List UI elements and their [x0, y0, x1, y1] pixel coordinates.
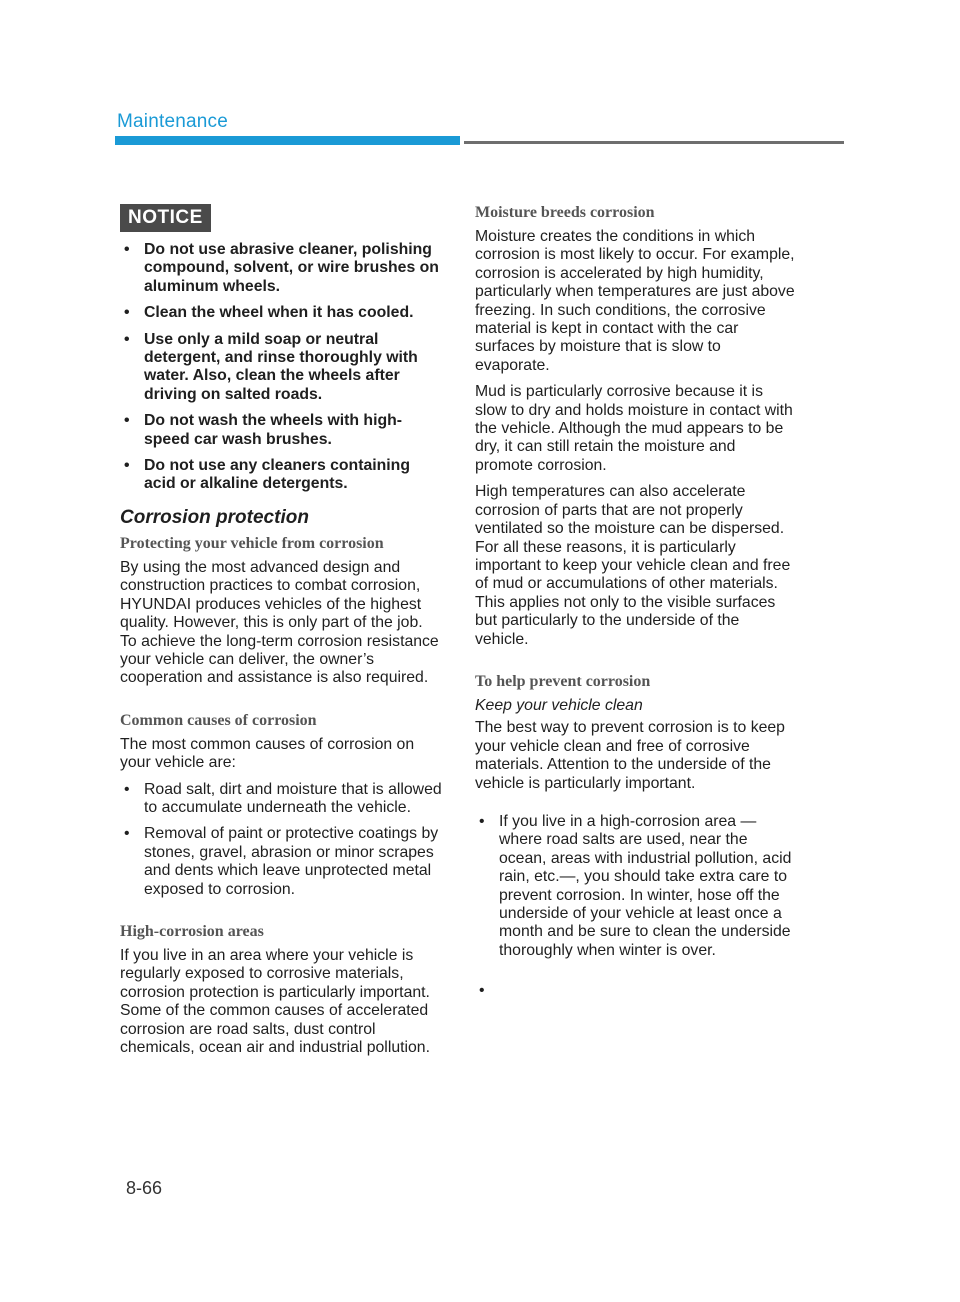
cause-item: • Removal of paint or protective coatings by stones, gravel, abrasion or minor scrapes and dents which leave unprotected metal exposed to corrosion. [120, 825, 442, 899]
notice-item: • Clean the wheel when it has cooled. [120, 304, 442, 322]
common-causes-list [120, 781, 442, 899]
moisture-paragraph: High temperatures can also accelerate corrosion of parts that are not properly ventilated so the moisture can be dispersed. For all these reasons, it is particularly important to keep your vehicle clean and free of mud or accumulations of other materials. This applies not only to the visible surfaces but particularly to the underside of the vehicle. [475, 483, 791, 648]
notice-item: • Do not use any cleaners containing acid or alkaline detergents. [120, 457, 442, 494]
header-section-title: Maintenance [117, 111, 228, 132]
notice-item: • Do not wash the wheels with high-speed car wash brushes. [120, 412, 442, 449]
notice-list [120, 241, 442, 494]
keep-clean-paragraph: The best way to prevent corrosion is to keep your vehicle clean and free of corrosive materials. Attention to the underside of the vehicle is particularly important. [475, 719, 785, 792]
prevent-heading: To help prevent corrosion [475, 672, 651, 690]
keep-clean-subheading: Keep your vehicle clean [475, 696, 643, 714]
common-causes-heading: Common causes of corrosion [120, 711, 317, 729]
high-corrosion-paragraph: If you live in an area where your vehicle is regularly exposed to corrosive materials, corrosion protection is particularly important. Some of the common causes of accelerated corrosion are road salts, dust control chemicals, ocean air and industrial pollution. [120, 946, 430, 1056]
moisture-heading: Moisture breeds corrosion [475, 204, 655, 221]
notice-item: • Use only a mild soap or neutral detergent, and rinse thoroughly with water. Also, clean the wheels after driving on salted roads. [120, 331, 442, 405]
left-column [120, 204, 442, 1065]
common-causes-intro: The most common causes of corrosion on your vehicle are: [120, 735, 415, 772]
protecting-paragraph: By using the most advanced design and construction practices to combat corrosion, HYUNDAI produces vehicles of the highest quality. However, this is only part of the job. To achieve the long-term corrosion resistance your vehicle can deliver, the owner’s cooperation and assistance is also required. [120, 558, 439, 687]
cause-item: • Road salt, dirt and moisture that is allowed to accumulate underneath the vehicle. [120, 781, 442, 818]
moisture-paragraph: Mud is particularly corrosive because it is slow to dry and holds moisture in contact with the vehicle. Although the mud appears to be dry, it can still retain the moisture and promote corrosion. [475, 383, 793, 474]
prevent-item: • If you live in a high-corrosion area — where road salts are used, near the ocean, areas with industrial pollution, acid rain, etc.—, you should take extra care to prevent corrosion. In winter, hose off the underside of your vehicle at least once a month and be sure to clean the underside thoroughly when winter is over. [475, 813, 797, 960]
header-divider-line [464, 141, 844, 144]
protecting-heading: Protecting your vehicle from corrosion [120, 534, 384, 552]
moisture-paragraph: Moisture creates the conditions in which corrosion is most likely to occur. For example, corrosion is accelerated by high humidity, particularly when temperatures are just above freezing. In such conditions, the corrosive material is kept in contact with the car surfaces by moisture that is slow to evaporate. [475, 228, 795, 374]
notice-item: • Do not use abrasive cleaner, polishing compound, solvent, or wire brushes on aluminum wheels. [120, 241, 442, 296]
notice-badge: NOTICE [120, 204, 211, 232]
prevent-list [475, 813, 797, 960]
page-number: 8-66 [126, 1178, 163, 1198]
high-corrosion-heading: High-corrosion areas [120, 922, 264, 940]
right-column [475, 204, 797, 982]
corrosion-protection-heading: Corrosion protection [120, 506, 309, 528]
header-accent-bar [115, 136, 460, 145]
